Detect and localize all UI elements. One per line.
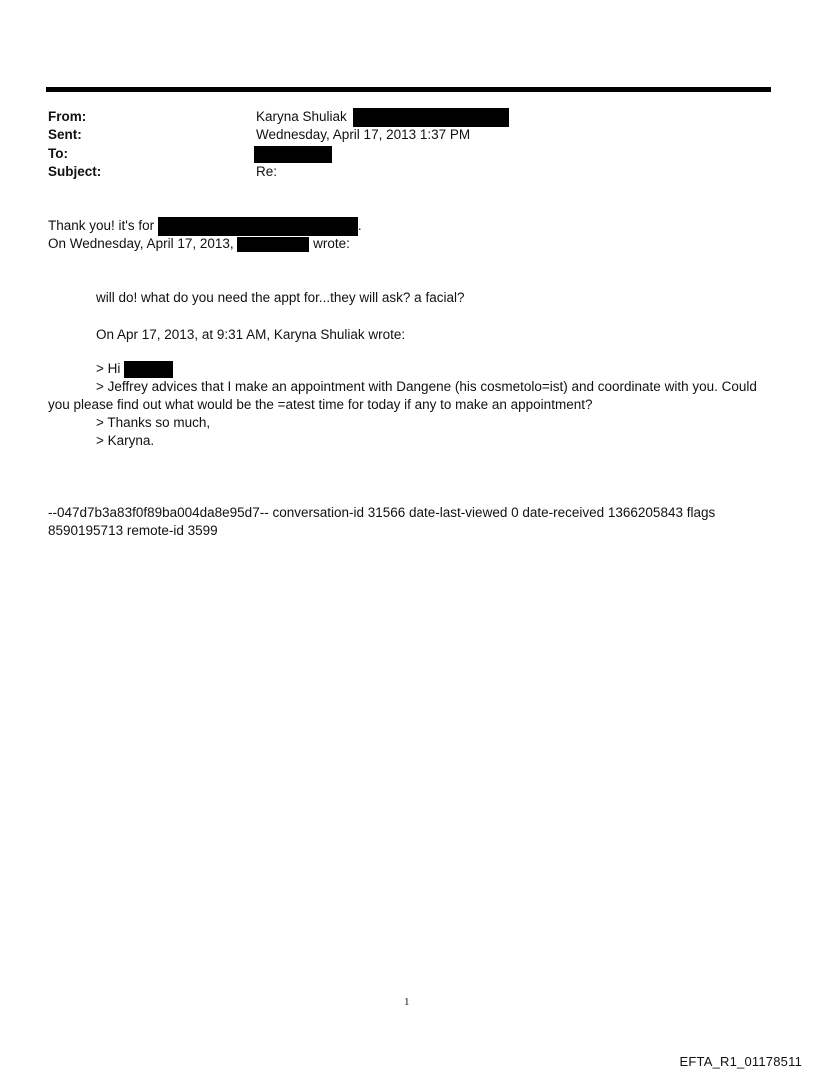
subject-label: Subject: [48, 164, 102, 179]
quote-hi-text: > Hi [96, 361, 121, 376]
hi-redaction [124, 361, 173, 378]
quote-hi-line [96, 360, 173, 378]
body-line-thanks [48, 217, 362, 236]
from-label: From: [48, 109, 87, 124]
quote-thanks: > Thanks so much, [96, 415, 211, 430]
from-value [256, 108, 509, 127]
wrote-text: wrote: [313, 236, 350, 251]
sent-value: Wednesday, April 17, 2013 1:37 PM [256, 127, 471, 142]
header-rule [46, 87, 771, 92]
from-redaction [353, 108, 509, 127]
subject-value: Re: [256, 164, 278, 179]
quote-line-2: you please find out what would be the =atest time for today if any to make an appointment? [48, 397, 593, 412]
sender-redaction [237, 237, 309, 252]
page-number: 1 [404, 996, 410, 1008]
quote-name: > Karyna. [96, 433, 155, 448]
thanks-redaction [158, 217, 358, 236]
quote-line-1: > Jeffrey advices that I make an appointment with Dangene (his cosmetolo=ist) and coordinate with you. Could [96, 379, 757, 394]
meta-line-1: --047d7b3a83f0f89ba004da8e95d7-- conversation-id 31566 date-last-viewed 0 date-received 1366205843 flags [48, 505, 716, 520]
from-name: Karyna Shuliak [256, 109, 347, 125]
to-value [254, 145, 332, 163]
body-line-on-wednesday [48, 235, 350, 252]
to-redaction [254, 146, 332, 163]
reply-on-apr: On Apr 17, 2013, at 9:31 AM, Karyna Shuliak wrote: [96, 327, 406, 342]
on-wednesday-text: On Wednesday, April 17, 2013, [48, 236, 234, 251]
to-label: To: [48, 146, 68, 161]
sent-label: Sent: [48, 127, 82, 142]
meta-line-2: 8590195713 remote-id 3599 [48, 523, 218, 538]
reply-will-do: will do! what do you need the appt for...they will ask? a facial? [96, 290, 465, 305]
document-id: EFTA_R1_01178511 [679, 1054, 802, 1069]
thanks-text: Thank you! it's for [48, 218, 155, 234]
thanks-period: . [357, 218, 362, 234]
